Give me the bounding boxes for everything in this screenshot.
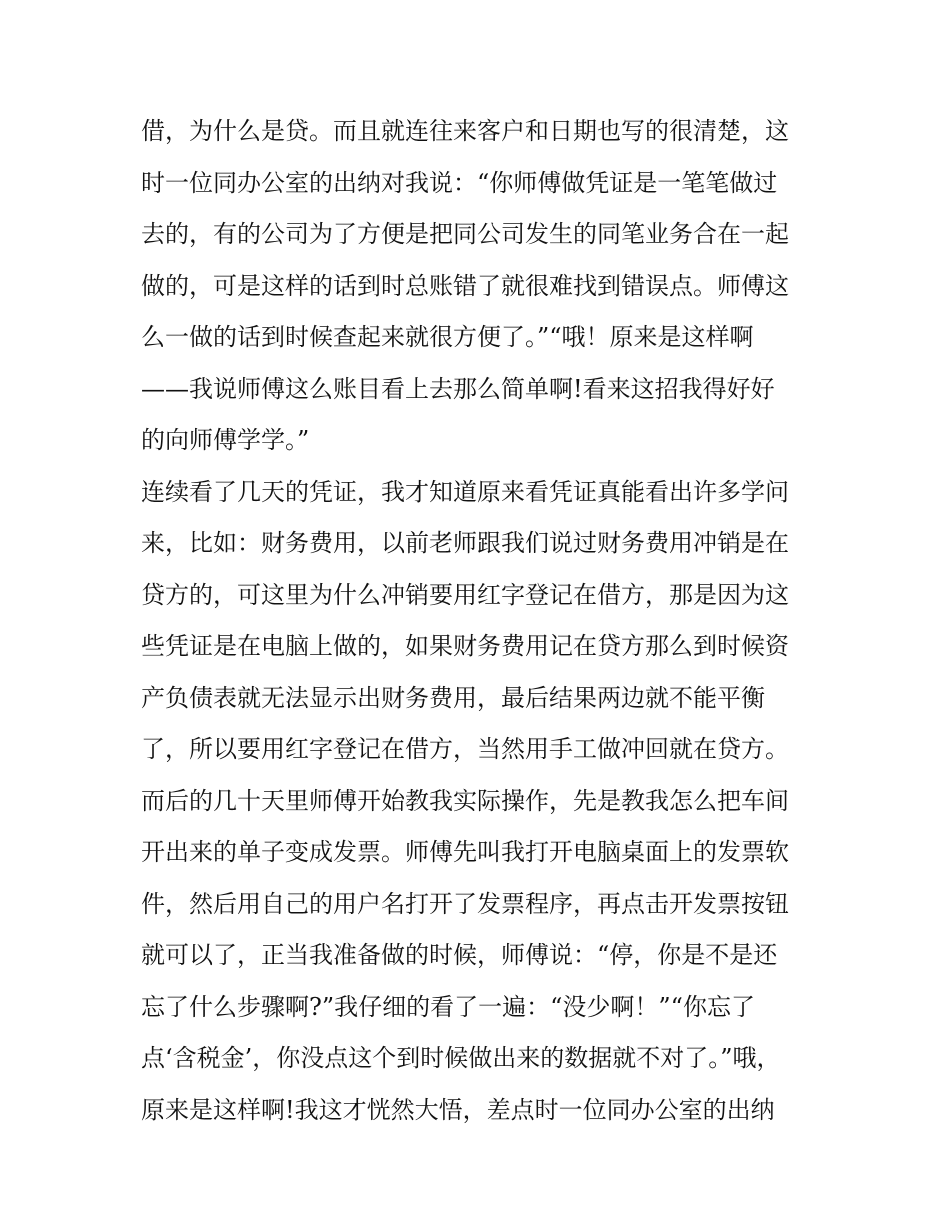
text-line: 做的，可是这样的话到时总账错了就很难找到错误点。师傅这: [141, 271, 789, 300]
text-line: 点‘含税金’，你没点这个到时候做出来的数据就不对了。”哦，: [141, 1044, 781, 1072]
text-line: 借，为什么是贷。而且就连往来客户和日期也写的很清楚，这: [141, 117, 789, 145]
text-line: 原来是这样啊!我这才恍然大悟，差点时一位同办公室的出纳: [141, 1095, 775, 1124]
text-line: 么一做的话到时候查起来就很方便了。”“哦！原来是这样啊: [141, 323, 754, 351]
text-line: 忘了什么步骤啊?”我仔细的看了一遍：“没少啊！”“你忘了: [141, 992, 755, 1021]
text-line: 连续看了几天的凭证，我才知道原来看凭证真能看出许多学问: [141, 477, 789, 506]
text-line: 件，然后用自己的用户名打开了发票程序，再点击开发票按钮: [141, 889, 789, 918]
text-line: 时一位同办公室的出纳对我说：“你师傅做凭证是一笔笔做过: [141, 168, 778, 197]
text-line: ——我说师傅这么账目看上去那么简单啊!看来这招我得好好: [141, 374, 775, 403]
text-line: 就可以了，正当我准备做的时候，师傅说：“停，你是不是还: [141, 941, 778, 969]
text-line: 的向师傅学学。”: [141, 426, 310, 454]
text-line: 开出来的单子变成发票。师傅先叫我打开电脑桌面上的发票软: [141, 838, 789, 866]
text-line: 贷方的，可这里为什么冲销要用红字登记在借方，那是因为这: [141, 580, 789, 609]
text-line: 而后的几十天里师傅开始教我实际操作，先是教我怎么把车间: [141, 786, 789, 815]
text-line: 来，比如：财务费用，以前老师跟我们说过财务费用冲销是在: [141, 529, 789, 557]
text-line: 些凭证是在电脑上做的，如果财务费用记在贷方那么到时候资: [141, 632, 789, 660]
text-line: 了，所以要用红字登记在借方，当然用手工做冲回就在贷方。: [141, 735, 789, 763]
text-line: 去的，有的公司为了方便是把同公司发生的同笔业务合在一起: [141, 220, 789, 248]
body-text: [141, 106, 821, 1136]
text-line: 产负债表就无法显示出财务费用，最后结果两边就不能平衡: [141, 683, 765, 712]
